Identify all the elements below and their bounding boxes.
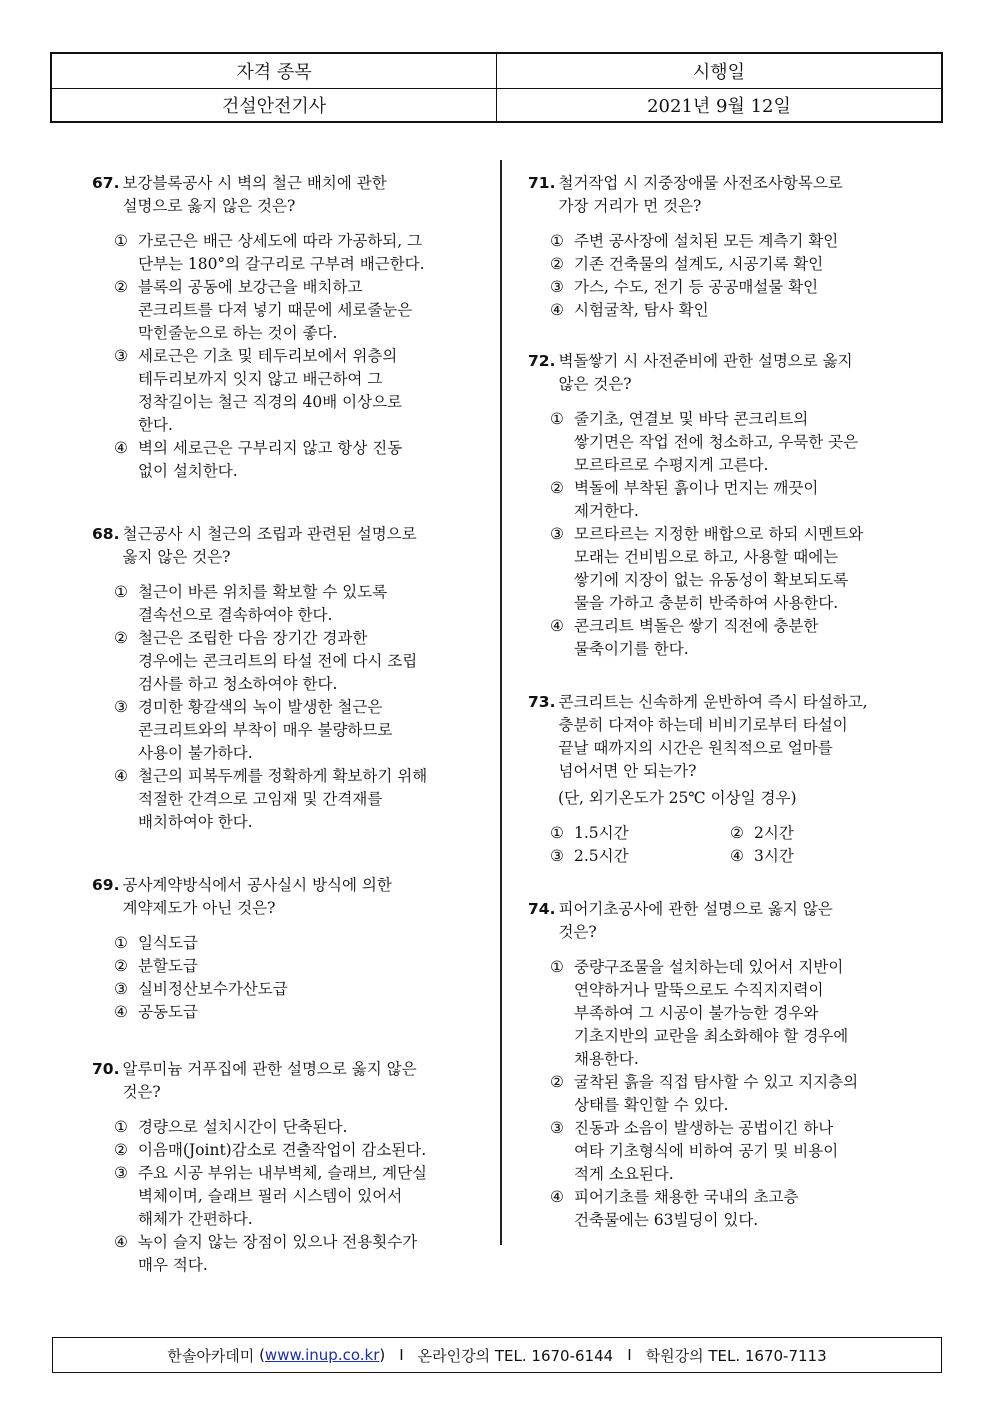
option-text: 분할도급 (138, 957, 198, 975)
option-text: 벽돌에 부착된 흙이나 먼지는 깨끗이 제거한다. (574, 479, 819, 520)
option-mark: ② (550, 255, 564, 273)
question-text: 공사계약방식에서 공사실시 방식에 의한 계약제도가 아닌 것은? (122, 876, 392, 917)
option-text: 경량으로 설치시간이 단축된다. (138, 1118, 348, 1136)
option-text: 경미한 황갈색의 녹이 발생한 철근은 콘크리트와의 부착이 매우 불량하므로 사용이 불가하다. (138, 698, 393, 762)
header-value-row (52, 88, 941, 122)
option-text: 실비정산보수가산도급 (138, 980, 288, 998)
option-mark: ④ (114, 439, 128, 457)
question-71 (528, 172, 918, 322)
option-4 (114, 437, 477, 483)
option-2 (114, 955, 477, 978)
question-number: 73. (528, 693, 556, 711)
option-text: 3시간 (754, 847, 794, 865)
footer-separator: I (399, 1346, 404, 1364)
question-number: 71. (528, 174, 556, 192)
option-text: 기존 건축물의 설계도, 시공기록 확인 (574, 255, 824, 273)
question-text: 알루미늄 거푸집에 관한 설명으로 옳지 않은 것은? (122, 1060, 417, 1101)
question-72 (528, 350, 918, 661)
option-text: 세로근은 기초 및 테두리보에서 위층의 테두리보까지 잇지 않고 배근하여 그 정착길이는 철근 직경의 40배 이상으로 한다. (138, 347, 403, 434)
option-1 (550, 822, 730, 845)
option-mark: ① (550, 824, 564, 842)
option-4 (550, 1186, 918, 1232)
footer-online-phone: 온라인강의 TEL. 1670-6144 (417, 1346, 614, 1365)
option-mark: ③ (114, 698, 128, 716)
option-mark: ① (550, 232, 564, 250)
question-number: 70. (92, 1060, 120, 1078)
option-2 (114, 627, 477, 696)
question-note: (단, 외기온도가 25℃ 이상일 경우) (558, 789, 797, 807)
question-67 (92, 172, 477, 483)
footer-separator: I (627, 1346, 632, 1364)
option-text: 철근의 피복두께를 정확하게 확보하기 위해 적절한 간격으로 고임재 및 간격재를 배치하여야 한다. (138, 767, 428, 831)
left-column (92, 172, 477, 1299)
option-mark: ① (114, 583, 128, 601)
option-3 (114, 978, 477, 1001)
option-2 (550, 1071, 918, 1117)
option-mark: ③ (114, 347, 128, 365)
option-mark: ① (550, 410, 564, 428)
subject-value: 건설안전기사 (221, 95, 327, 117)
question-text: 콘크리트는 신속하게 운반하여 즉시 타설하고, 충분히 다져야 하는데 비비기로부터 타설이 끝날 때까지의 시간은 원칙적으로 얼마를 넘어서면 안 되는가? (558, 693, 868, 780)
option-4 (730, 845, 910, 868)
option-3 (114, 1162, 477, 1231)
option-text: 이음매(Joint)감소로 견출작업이 감소된다. (138, 1141, 427, 1159)
option-text: 가스, 수도, 전기 등 공공매설물 확인 (574, 278, 819, 296)
question-text: 철근공사 시 철근의 조립과 관련된 설명으로 옳지 않은 것은? (122, 525, 417, 566)
option-mark: ② (114, 629, 128, 647)
subject-label: 자격 종목 (236, 61, 312, 83)
option-mark: ② (114, 278, 128, 296)
option-text: 굴착된 흙을 직접 탐사할 수 있고 지지층의 상태를 확인할 수 있다. (574, 1073, 859, 1114)
option-text: 1.5시간 (574, 824, 629, 842)
right-column (528, 172, 918, 1254)
option-mark: ④ (550, 301, 564, 319)
option-text: 일식도급 (138, 934, 198, 952)
option-text: 콘크리트 벽돌은 쌓기 직전에 충분한 물축이기를 한다. (574, 617, 819, 658)
date-value: 2021년 9월 12일 (496, 89, 941, 122)
question-text: 벽돌쌓기 시 사전준비에 관한 설명으로 옳지 않은 것은? (558, 352, 853, 393)
option-1 (550, 956, 918, 1071)
option-mark: ② (114, 957, 128, 975)
option-mark: ③ (550, 1119, 564, 1137)
option-1 (114, 581, 477, 627)
option-4 (550, 615, 918, 661)
option-text: 진동과 소음이 발생하는 공법이긴 하나 여타 기초형식에 비하여 공기 및 비용이 적게 소요된다. (574, 1119, 839, 1183)
option-2 (114, 276, 477, 345)
option-mark: ③ (550, 525, 564, 543)
option-mark: ③ (550, 847, 564, 865)
option-1 (114, 230, 477, 276)
question-number: 67. (92, 174, 120, 192)
option-text: 중량구조물을 설치하는데 있어서 지반이 연약하거나 말뚝으로도 수직지지력이 부족하여 그 시공이 불가능한 경우와 기초지반의 교란을 최소화해야 할 경우에 채용한다. (574, 958, 849, 1068)
question-text: 보강블록공사 시 벽의 철근 배치에 관한 설명으로 옳지 않은 것은? (122, 174, 387, 215)
option-mark: ② (730, 824, 744, 842)
option-1 (114, 1116, 477, 1139)
question-73 (528, 691, 918, 868)
option-mark: ② (550, 479, 564, 497)
option-text: 2시간 (754, 824, 794, 842)
header-table (50, 52, 943, 123)
question-number: 72. (528, 352, 556, 370)
option-mark: ① (114, 934, 128, 952)
option-text: 가로근은 배근 상세도에 따라 가공하되, 그 단부는 180°의 갈구리로 구부려 배근한다. (138, 232, 425, 273)
option-mark: ④ (730, 847, 744, 865)
footer-website-link[interactable]: www.inup.co.kr (264, 1346, 380, 1364)
option-mark: ④ (550, 1188, 564, 1206)
option-text: 2.5시간 (574, 847, 629, 865)
option-1 (550, 230, 918, 253)
option-text: 시험굴착, 탐사 확인 (574, 301, 709, 319)
option-2 (550, 253, 918, 276)
option-1 (114, 932, 477, 955)
footer-academy-phone: 학원강의 TEL. 1670-7113 (645, 1346, 827, 1365)
option-text: 주변 공사장에 설치된 모든 계측기 확인 (574, 232, 839, 250)
question-70 (92, 1058, 477, 1277)
option-4 (550, 299, 918, 322)
option-text: 녹이 슬지 않는 장점이 있으나 전용횟수가 매우 적다. (138, 1233, 418, 1274)
option-mark: ① (550, 958, 564, 976)
question-68 (92, 523, 477, 834)
option-mark: ④ (114, 1003, 128, 1021)
option-2 (550, 477, 918, 523)
question-text: 철거작업 시 지중장애물 사전조사항목으로 가장 거리가 먼 것은? (558, 174, 843, 215)
question-number: 74. (528, 900, 556, 918)
option-mark: ② (550, 1073, 564, 1091)
option-mark: ① (114, 232, 128, 250)
option-mark: ③ (550, 278, 564, 296)
option-2 (114, 1139, 477, 1162)
option-3 (550, 523, 918, 615)
option-mark: ① (114, 1118, 128, 1136)
question-74 (528, 898, 918, 1232)
option-mark: ④ (550, 617, 564, 635)
question-number: 68. (92, 525, 120, 543)
footer-bar: 한솔아카데미 (www.inup.co.kr) I 온라인강의 TEL. 1670-6144 I 학원강의 TEL. 1670-7113 (52, 1337, 942, 1373)
question-number: 69. (92, 876, 120, 894)
option-mark: ② (114, 1141, 128, 1159)
option-mark: ④ (114, 1233, 128, 1251)
option-text: 철근이 바른 위치를 확보할 수 있도록 결속선으로 결속하여야 한다. (138, 583, 388, 624)
option-text: 피어기초를 채용한 국내의 초고층 건축물에는 63빌딩이 있다. (574, 1188, 799, 1229)
option-3 (550, 1117, 918, 1186)
option-3 (550, 276, 918, 299)
option-text: 블록의 공동에 보강근을 배치하고 콘크리트를 다져 넣기 때문에 세로줄눈은 막힌줄눈으로 하는 것이 좋다. (138, 278, 413, 342)
option-3 (114, 696, 477, 765)
option-mark: ④ (114, 767, 128, 785)
option-4 (114, 765, 477, 834)
option-4 (114, 1231, 477, 1277)
option-text: 벽의 세로근은 구부리지 않고 항상 진동 없이 설치한다. (138, 439, 403, 480)
option-text: 줄기초, 연결보 및 바닥 콘크리트의 쌓기면은 작업 전에 청소하고, 우묵한 곳은 모르타르로 수평지게 고른다. (574, 410, 859, 474)
option-2 (730, 822, 910, 845)
column-divider (500, 160, 502, 1245)
footer-org: 한솔아카데미 (167, 1346, 255, 1365)
option-text: 모르타르는 지정한 배합으로 하되 시멘트와 모래는 건비빔으로 하고, 사용할 때에는 쌓기에 지장이 없는 유동성이 확보되도록 물을 가하고 충분히 반죽하여 사용한다. (574, 525, 864, 612)
option-3 (114, 345, 477, 437)
option-3 (550, 845, 730, 868)
header-label-row (52, 54, 941, 88)
option-mark: ③ (114, 980, 128, 998)
question-text: 피어기초공사에 관한 설명으로 옳지 않은 것은? (558, 900, 833, 941)
option-text: 공동도급 (138, 1003, 198, 1021)
option-1 (550, 408, 918, 477)
option-text: 주요 시공 부위는 내부벽체, 슬래브, 계단실 벽체이며, 슬래브 필러 시스템이 있어서 해체가 간편하다. (138, 1164, 428, 1228)
date-label: 시행일 (496, 54, 941, 88)
question-69 (92, 874, 477, 1024)
option-text: 철근은 조립한 다음 장기간 경과한 경우에는 콘크리트의 타설 전에 다시 조립 검사를 하고 청소하여야 한다. (138, 629, 418, 693)
option-mark: ③ (114, 1164, 128, 1182)
option-4 (114, 1001, 477, 1024)
